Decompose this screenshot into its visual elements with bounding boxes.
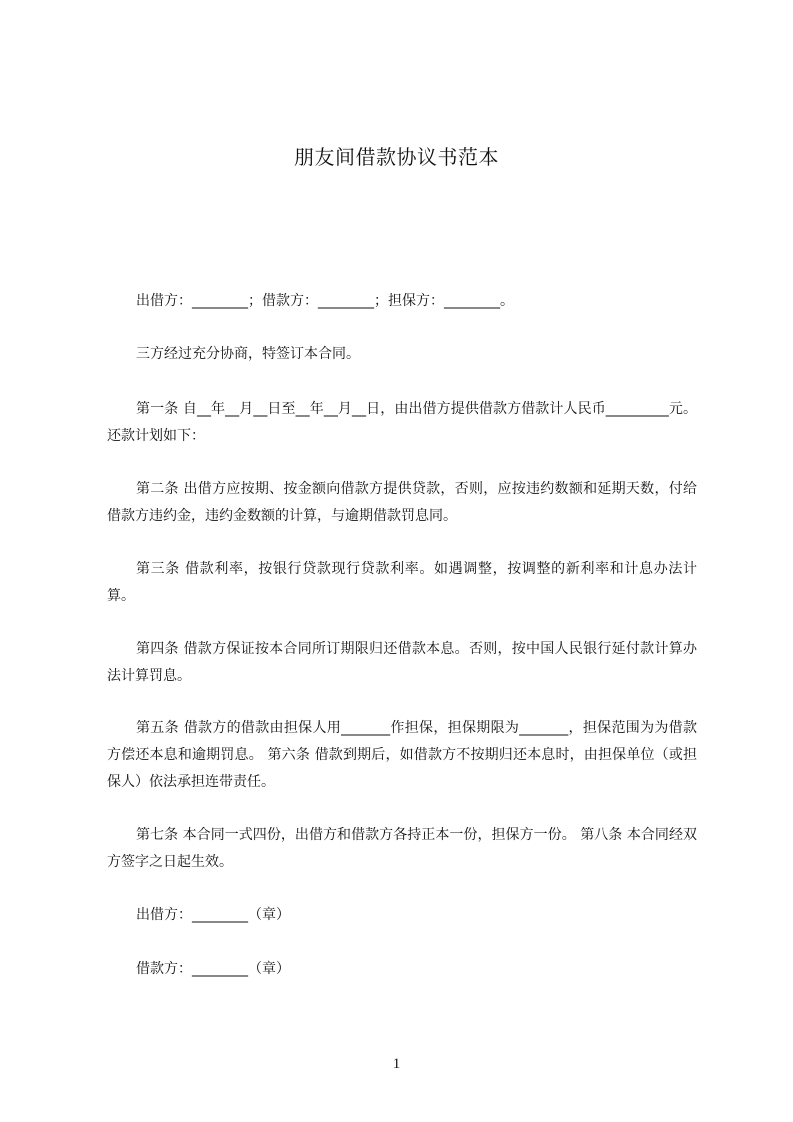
article-4-paragraph: 第四条 借款方保证按本合同所订期限归还借款本息。否则，按中国人民银行延付款计算办法计算罚息。 <box>107 641 697 684</box>
article-5-6-paragraph: 第五条 借款方的借款由担保人用_______作担保，担保期限为_______，担保范围为为借款方偿还本息和逾期罚息。 第六条 借款到期后，如借款方不按期归还本息时，由担保单位（或担保人）依法承担连带责任。 <box>107 720 697 790</box>
article-3-paragraph: 第三条 借款利率，按银行贷款现行贷款利率。如遇调整，按调整的新利率和计息办法计算。 <box>107 561 697 604</box>
article-7-8-paragraph: 第七条 本合同一式四份，出借方和借款方各持正本一份，担保方一份。 第八条 本合同经双方签字之日起生效。 <box>107 827 697 870</box>
lender-signature-line: 出借方：________（章） <box>136 907 290 923</box>
parties-paragraph: 出借方：________；借款方：________；担保方：________。 <box>136 293 514 309</box>
article-2-paragraph: 第二条 出借方应按期、按金额向借款方提供贷款，否则，应按违约数额和延期天数，付给借款方违约金，违约金数额的计算，与逾期借款罚息同。 <box>107 481 697 524</box>
document-title: 朋友间借款协议书范本 <box>294 145 499 169</box>
page-number: 1 <box>392 1056 401 1072</box>
intro-paragraph: 三方经过充分协商，特签订本合同。 <box>136 346 360 362</box>
article-1-paragraph: 第一条 自__年__月__日至__年__月__日，由出借方提供借款方借款计人民币_________元。还款计划如下： <box>107 401 697 444</box>
borrower-signature-line: 借款方：________（章） <box>136 961 290 977</box>
